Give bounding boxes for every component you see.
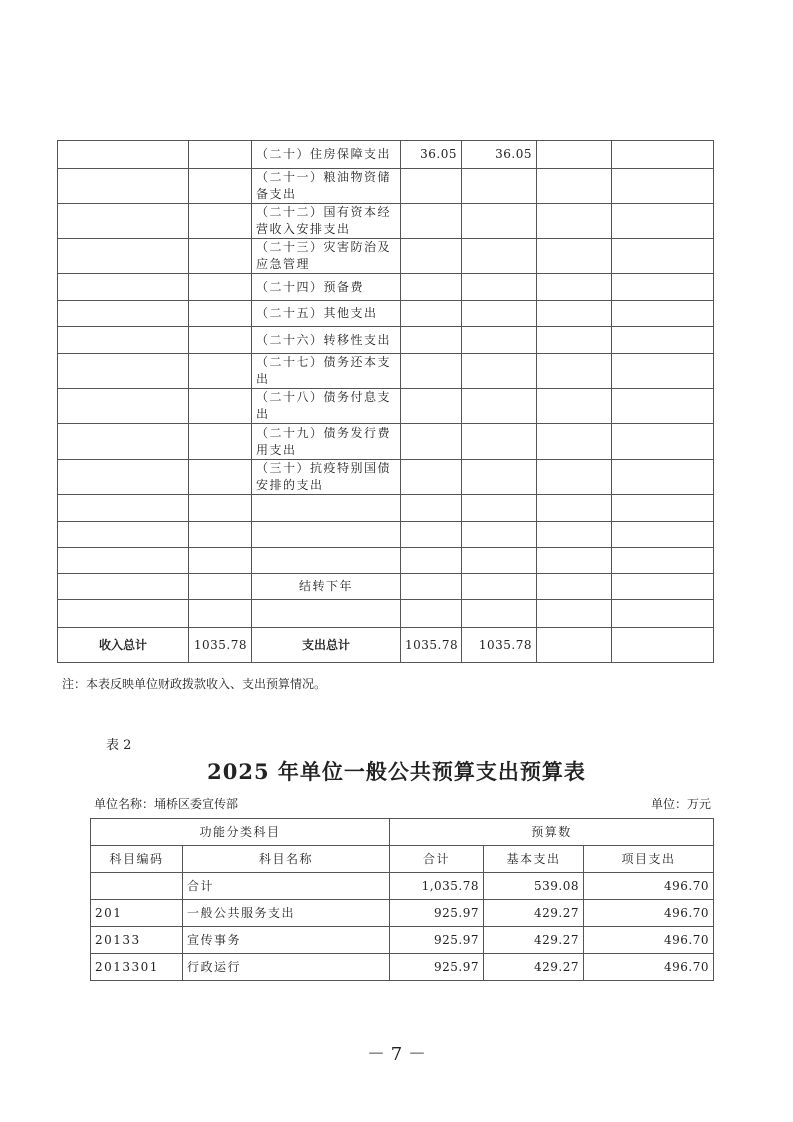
table-cell: （二十一）粮油物资储备支出 xyxy=(252,169,401,204)
table-row xyxy=(58,495,714,522)
table-cell xyxy=(58,495,189,522)
table-cell xyxy=(462,424,537,460)
table-cell: （二十九）债务发行费用支出 xyxy=(252,424,401,460)
table-row xyxy=(58,522,714,548)
table-cell xyxy=(537,628,612,663)
table-cell: （二十）住房保障支出 xyxy=(252,141,401,169)
table-note: 注：本表反映单位财政拨款收入、支出预算情况。 xyxy=(62,677,327,691)
table-cell xyxy=(537,301,612,327)
unit-label: 单位：万元 xyxy=(650,797,711,811)
table-cell: （二十八）债务付息支出 xyxy=(252,389,401,424)
table-cell xyxy=(462,548,537,574)
table-cell xyxy=(401,204,462,239)
table-cell xyxy=(537,354,612,389)
table-cell xyxy=(189,141,252,169)
table-cell: （三十）抗疫特别国债安排的支出 xyxy=(252,460,401,495)
table-cell xyxy=(537,600,612,628)
table-cell xyxy=(612,522,714,548)
table-cell xyxy=(462,460,537,495)
table-row xyxy=(58,301,714,327)
table-cell xyxy=(189,301,252,327)
table-cell xyxy=(252,600,401,628)
table-cell: （二十三）灾害防治及应急管理 xyxy=(252,239,401,274)
table-cell xyxy=(401,301,462,327)
table-cell: 496.70 xyxy=(584,873,714,900)
table-cell: 36.05 xyxy=(401,141,462,169)
table-cell xyxy=(537,141,612,169)
table-row xyxy=(58,239,714,274)
table-cell xyxy=(58,327,189,354)
table-cell xyxy=(612,600,714,628)
group-header: 预算数 xyxy=(390,819,714,846)
table-cell xyxy=(401,460,462,495)
table-cell xyxy=(462,574,537,600)
table-row xyxy=(58,460,714,495)
group-header: 功能分类科目 xyxy=(91,819,390,846)
table-row xyxy=(58,204,714,239)
table-cell xyxy=(58,204,189,239)
page-number: － 7 － xyxy=(367,1044,426,1065)
table-cell xyxy=(401,327,462,354)
table-cell xyxy=(462,389,537,424)
table-cell: 539.08 xyxy=(484,873,584,900)
table-cell xyxy=(537,389,612,424)
table-cell xyxy=(58,460,189,495)
table-row xyxy=(58,274,714,301)
table-cell: 2013301 xyxy=(91,954,183,981)
table-cell: 496.70 xyxy=(584,900,714,927)
table-cell xyxy=(537,204,612,239)
table-cell xyxy=(189,327,252,354)
table-cell xyxy=(58,424,189,460)
table-cell xyxy=(612,169,714,204)
table-cell xyxy=(537,274,612,301)
table-cell xyxy=(537,239,612,274)
table-cell xyxy=(612,141,714,169)
table-cell: 合计 xyxy=(183,873,390,900)
table-cell xyxy=(189,574,252,600)
table-cell xyxy=(462,239,537,274)
table-cell xyxy=(58,301,189,327)
column-header: 科目名称 xyxy=(183,846,390,873)
table-cell xyxy=(189,424,252,460)
table-cell xyxy=(401,239,462,274)
table-cell xyxy=(58,169,189,204)
column-header: 基本支出 xyxy=(484,846,584,873)
table-cell: （二十五）其他支出 xyxy=(252,301,401,327)
table-cell xyxy=(537,327,612,354)
table-cell xyxy=(537,522,612,548)
table-cell: 201 xyxy=(91,900,183,927)
table-cell xyxy=(612,495,714,522)
page-title: 2025 年单位一般公共预算支出预算表 xyxy=(207,759,586,784)
column-header: 项目支出 xyxy=(584,846,714,873)
table-cell: 925.97 xyxy=(390,927,484,954)
table-row xyxy=(58,327,714,354)
table-cell xyxy=(537,424,612,460)
table-row xyxy=(91,873,714,900)
table-cell: 429.27 xyxy=(484,954,584,981)
table-cell: 20133 xyxy=(91,927,183,954)
table-cell: 结转下年 xyxy=(252,574,401,600)
table-cell xyxy=(612,239,714,274)
table-cell xyxy=(58,141,189,169)
table-row xyxy=(91,927,714,954)
table-row xyxy=(91,954,714,981)
table-cell: 1035.78 xyxy=(401,628,462,663)
table-cell xyxy=(462,522,537,548)
column-header: 科目编码 xyxy=(91,846,183,873)
table-row xyxy=(58,354,714,389)
table-cell: 496.70 xyxy=(584,954,714,981)
table-cell: 一般公共服务支出 xyxy=(183,900,390,927)
table-cell xyxy=(612,548,714,574)
fiscal-appropriation-table xyxy=(57,140,714,663)
table-cell: 1,035.78 xyxy=(390,873,484,900)
table-cell xyxy=(189,354,252,389)
table-cell xyxy=(58,548,189,574)
table-row xyxy=(91,900,714,927)
table-cell xyxy=(401,548,462,574)
table-cell xyxy=(462,274,537,301)
table-cell xyxy=(537,548,612,574)
table-cell xyxy=(401,574,462,600)
table-cell xyxy=(252,548,401,574)
table-cell: （二十六）转移性支出 xyxy=(252,327,401,354)
table-cell: 429.27 xyxy=(484,900,584,927)
table-row xyxy=(58,389,714,424)
table-cell xyxy=(401,354,462,389)
table-cell xyxy=(58,274,189,301)
table-cell xyxy=(189,274,252,301)
table-cell xyxy=(189,495,252,522)
table-cell xyxy=(401,389,462,424)
table-row xyxy=(58,574,714,600)
table-cell xyxy=(58,600,189,628)
table-cell xyxy=(462,169,537,204)
table-cell xyxy=(252,522,401,548)
table-cell xyxy=(189,600,252,628)
table-cell xyxy=(401,274,462,301)
table-cell xyxy=(401,495,462,522)
table-cell xyxy=(537,169,612,204)
table-cell xyxy=(189,239,252,274)
table-cell xyxy=(462,204,537,239)
table-cell xyxy=(462,354,537,389)
table-cell xyxy=(189,204,252,239)
table-cell xyxy=(612,354,714,389)
table-cell xyxy=(401,522,462,548)
table-cell: 496.70 xyxy=(584,927,714,954)
table-cell: 429.27 xyxy=(484,927,584,954)
table-cell xyxy=(612,628,714,663)
table-cell xyxy=(462,301,537,327)
unit-name: 单位名称：埇桥区委宣传部 xyxy=(94,797,239,811)
table-cell: 1035.78 xyxy=(462,628,537,663)
totals-row xyxy=(58,628,714,663)
table-cell: 925.97 xyxy=(390,900,484,927)
table-cell xyxy=(189,169,252,204)
table-cell xyxy=(58,389,189,424)
table-cell xyxy=(537,574,612,600)
table-cell xyxy=(401,600,462,628)
table-row xyxy=(58,169,714,204)
table-cell: 收入总计 xyxy=(58,628,189,663)
table-cell xyxy=(189,522,252,548)
table-cell: 行政运行 xyxy=(183,954,390,981)
table-cell xyxy=(537,495,612,522)
table-cell xyxy=(612,389,714,424)
table-cell xyxy=(58,354,189,389)
table-cell xyxy=(58,522,189,548)
table-cell xyxy=(189,548,252,574)
general-budget-expenditure-table xyxy=(90,818,714,981)
table-cell xyxy=(462,495,537,522)
table-cell xyxy=(612,327,714,354)
table-cell xyxy=(612,204,714,239)
table-cell xyxy=(91,873,183,900)
group-header-row xyxy=(91,819,714,846)
table-cell xyxy=(58,574,189,600)
table-row xyxy=(58,141,714,169)
table-row xyxy=(58,424,714,460)
table-cell: 支出总计 xyxy=(252,628,401,663)
table-cell xyxy=(58,239,189,274)
table-cell xyxy=(537,460,612,495)
table-cell: （二十四）预备费 xyxy=(252,274,401,301)
table-cell: 925.97 xyxy=(390,954,484,981)
table-cell: （二十二）国有资本经营收入安排支出 xyxy=(252,204,401,239)
table-cell xyxy=(462,327,537,354)
table-cell xyxy=(612,574,714,600)
table-cell xyxy=(401,424,462,460)
table-cell: 宣传事务 xyxy=(183,927,390,954)
table-cell xyxy=(612,301,714,327)
table-cell xyxy=(189,460,252,495)
table-cell: 1035.78 xyxy=(189,628,252,663)
table-cell xyxy=(612,460,714,495)
table-row xyxy=(58,600,714,628)
table-cell xyxy=(612,424,714,460)
column-header: 合计 xyxy=(390,846,484,873)
table-cell xyxy=(252,495,401,522)
table-row xyxy=(58,548,714,574)
table-cell: 36.05 xyxy=(462,141,537,169)
table-cell xyxy=(612,274,714,301)
table-cell xyxy=(401,169,462,204)
header-row xyxy=(91,846,714,873)
table-cell xyxy=(189,389,252,424)
table-label: 表 2 xyxy=(106,738,132,753)
table-cell: （二十七）债务还本支出 xyxy=(252,354,401,389)
table-cell xyxy=(462,600,537,628)
